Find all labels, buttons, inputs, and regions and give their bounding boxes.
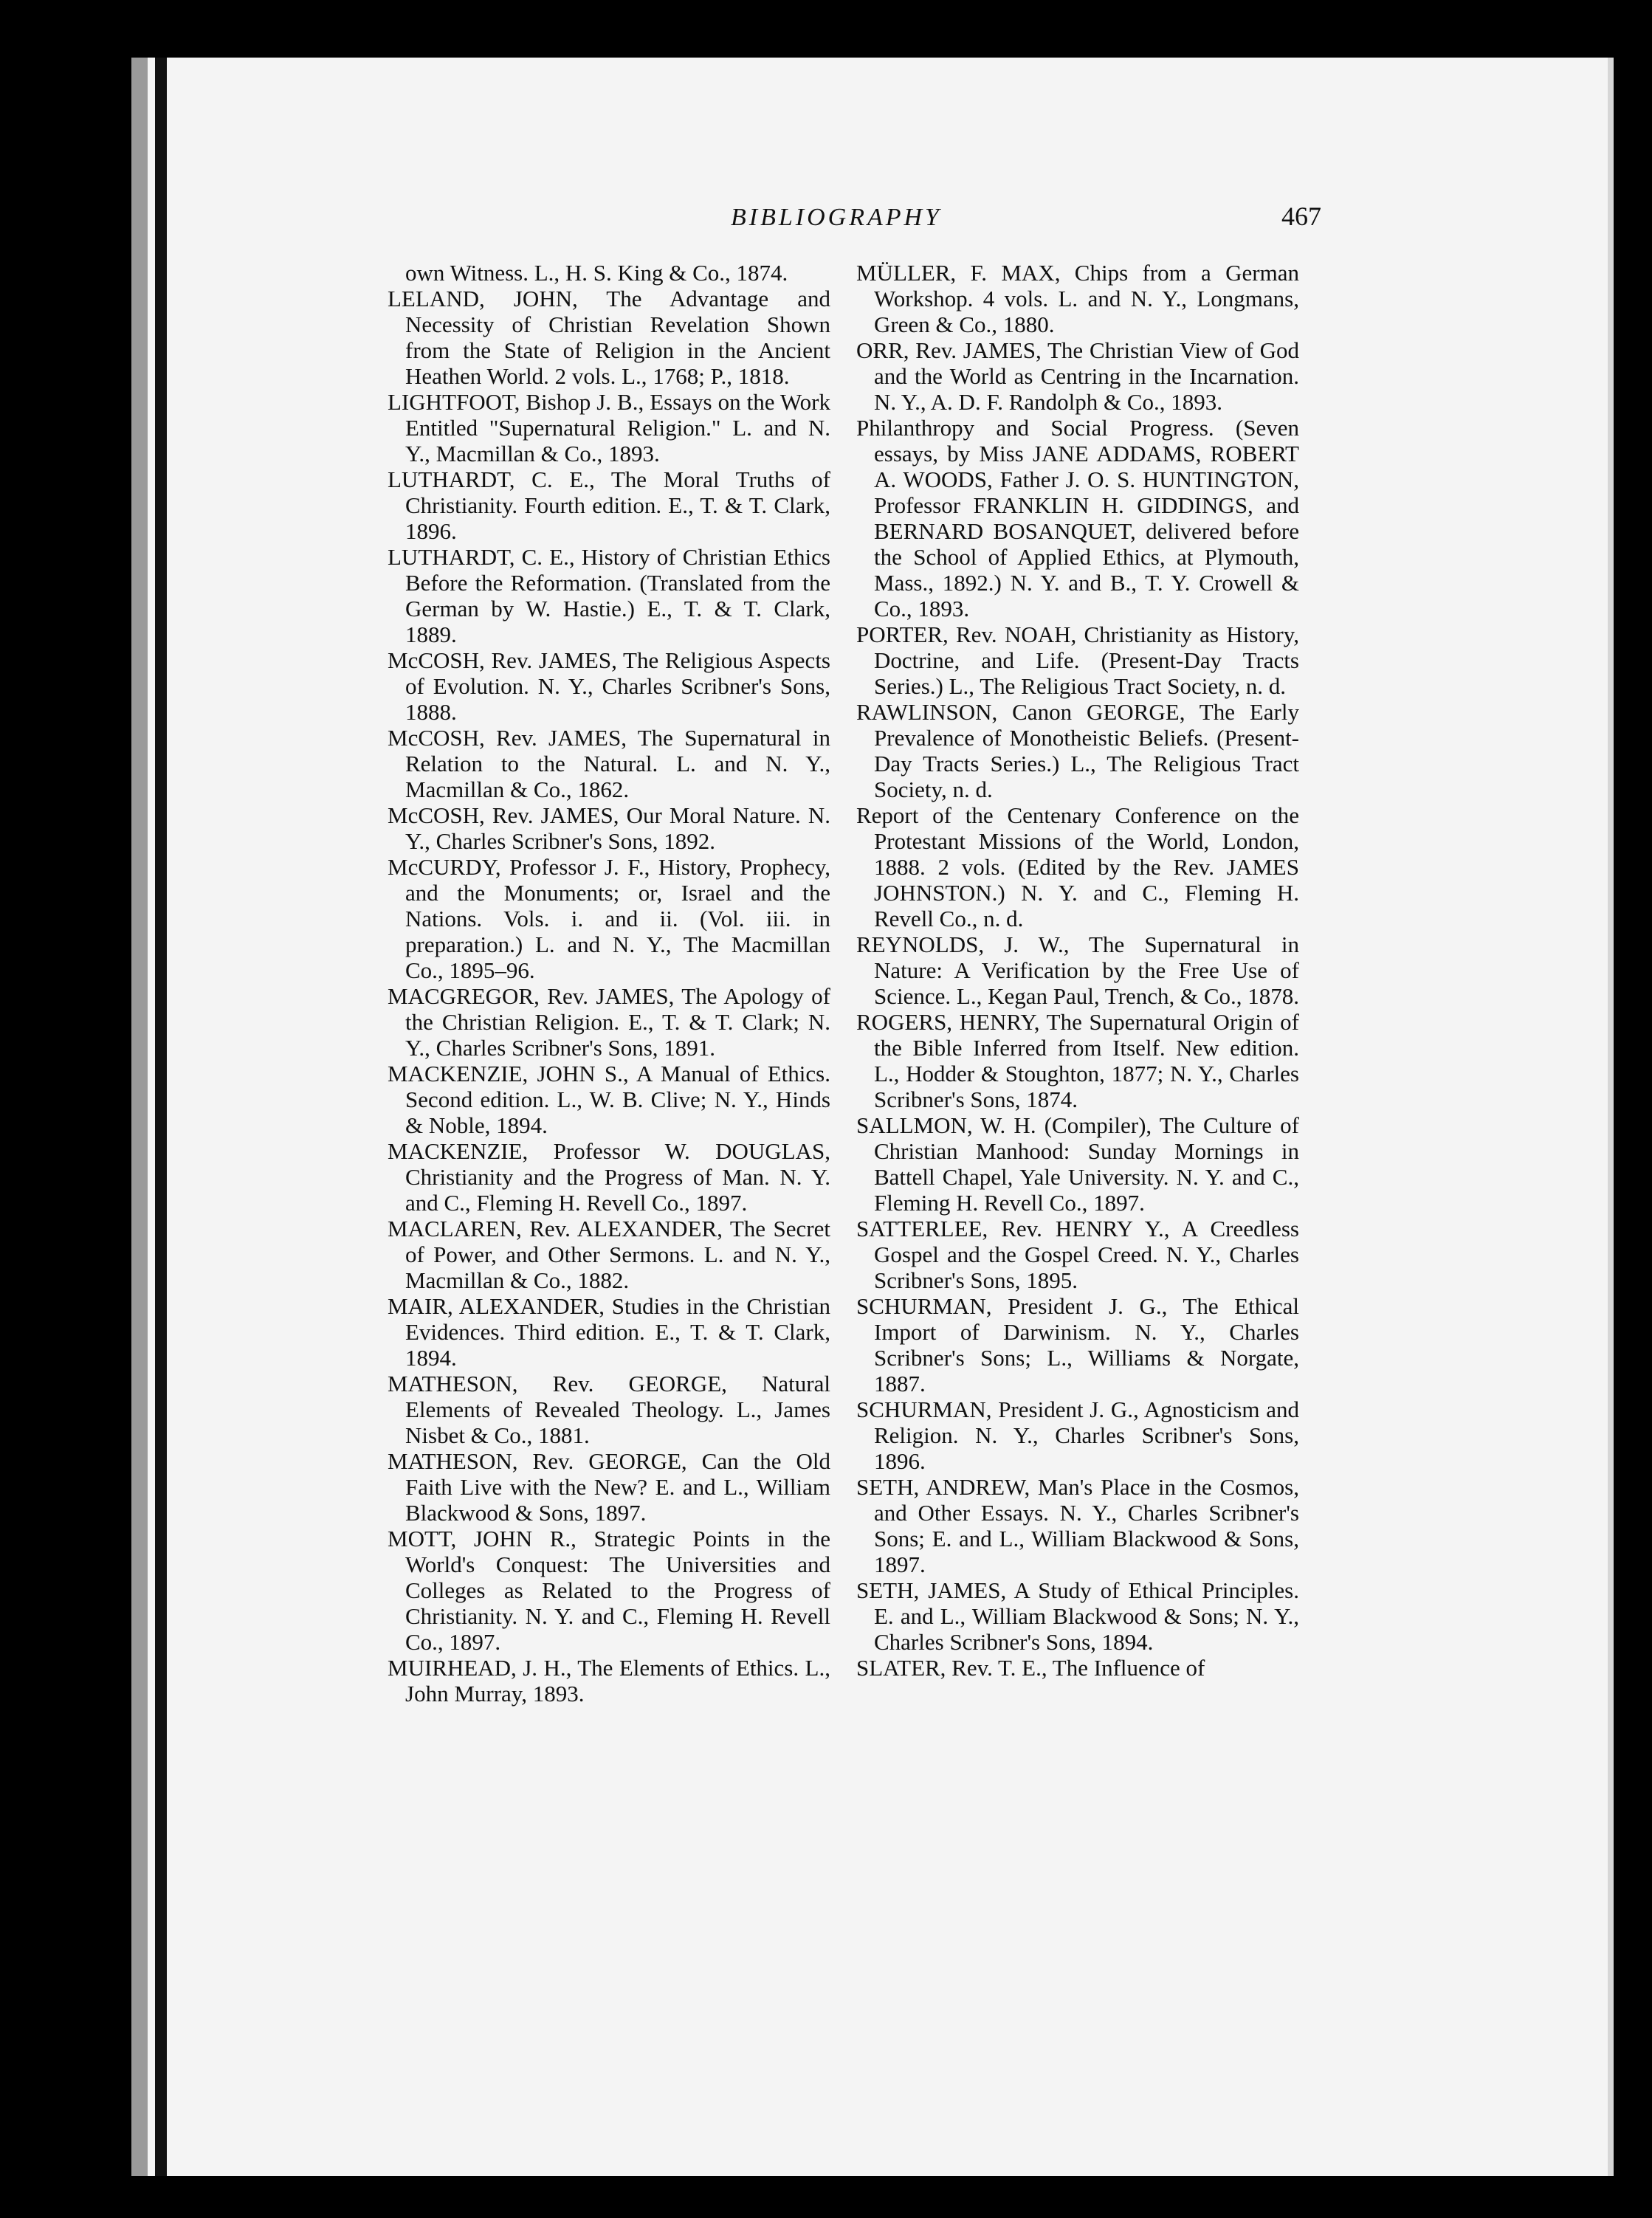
bibliography-entry: ORR, Rev. JAMES, The Christian View of God and the World as Centring in the Incarnation. N. Y., A. D. F. Randolph & Co., 1893. <box>856 337 1299 415</box>
page-number: 467 <box>1281 202 1321 231</box>
page-binding-edge <box>131 58 148 2176</box>
bibliography-right-column <box>856 260 1299 1681</box>
bibliography-entry: LUTHARDT, C. E., The Moral Truths of Christianity. Fourth edition. E., T. & T. Clark, 1896. <box>388 466 830 544</box>
bibliography-entry: SCHURMAN, President J. G., Agnosticism and Religion. N. Y., Charles Scribner's Sons, 1896. <box>856 1396 1299 1474</box>
bibliography-entry: Report of the Centenary Conference on the Protestant Missions of the World, London, 1888. 2 vols. (Edited by the Rev. JAMES JOHNSTON.) N. Y. and C., Fleming H. Revell Co., n. d. <box>856 802 1299 931</box>
bibliography-entry: ROGERS, HENRY, The Supernatural Origin of the Bible Inferred from Itself. New edition. L., Hodder & Stoughton, 1877; N. Y., Charles Scribner's Sons, 1874. <box>856 1009 1299 1112</box>
bibliography-entry: SCHURMAN, President J. G., The Ethical Import of Darwinism. N. Y., Charles Scribner's Sons; L., Williams & Norgate, 1887. <box>856 1293 1299 1396</box>
bibliography-entry: PORTER, Rev. NOAH, Christianity as History, Doctrine, and Life. (Present-Day Tracts Series.) L., The Religious Tract Society, n. d. <box>856 621 1299 699</box>
bibliography-entry: REYNOLDS, J. W., The Supernatural in Nature: A Verification by the Free Use of Science. L., Kegan Paul, Trench, & Co., 1878. <box>856 931 1300 1009</box>
bibliography-entry: SLATER, Rev. T. E., The Influence of <box>856 1655 1205 1681</box>
bibliography-entry: SETH, JAMES, A Study of Ethical Principles. E. and L., William Blackwood & Sons; N. Y., Charles Scribner's Sons, 1894. <box>856 1577 1299 1655</box>
bibliography-entry: LUTHARDT, C. E., History of Christian Ethics Before the Reformation. (Translated from the German by W. Hastie.) E., T. & T. Clark, 1889. <box>388 544 830 647</box>
bibliography-entry: MUIRHEAD, J. H., The Elements of Ethics. L., John Murray, 1893. <box>388 1655 830 1706</box>
page-header <box>362 198 1321 242</box>
bibliography-entry: MÜLLER, F. MAX, Chips from a German Workshop. 4 vols. L. and N. Y., Longmans, Green & Co., 1880. <box>856 260 1299 337</box>
bibliography-entry: McCOSH, Rev. JAMES, The Religious Aspects of Evolution. N. Y., Charles Scribner's Sons, 1888. <box>388 647 830 725</box>
bibliography-entry: RAWLINSON, Canon GEORGE, The Early Prevalence of Monotheistic Beliefs. (Present-Day Tracts Series.) L., The Religious Tract Society, n. d. <box>856 699 1299 802</box>
bibliography-entry: SATTERLEE, Rev. HENRY Y., A Creedless Gospel and the Gospel Creed. N. Y., Charles Scribner's Sons, 1895. <box>856 1216 1299 1293</box>
bibliography-entry: MAIR, ALEXANDER, Studies in the Christian Evidences. Third edition. E., T. & T. Clark, 1894. <box>388 1293 830 1371</box>
bibliography-entry: SETH, ANDREW, Man's Place in the Cosmos, and Other Essays. N. Y., Charles Scribner's Sons; E. and L., William Blackwood & Sons, 1897. <box>856 1474 1299 1577</box>
bibliography-entry: Philanthropy and Social Progress. (Seven essays, by Miss JANE ADDAMS, ROBERT A. WOODS, Father J. O. S. HUNTINGTON, Professor FRANKLIN H. GIDDINGS, and BERNARD BOSANQUET, delivered before the School of Applied Ethics, at Plymouth, Mass., 1892.) N. Y. and B., T. Y. Crowell & Co., 1893. <box>856 415 1299 621</box>
bibliography-entry: McCURDY, Professor J. F., History, Prophecy, and the Monuments; or, Israel and the Nations. Vols. i. and ii. (Vol. iii. in preparation.) L. and N. Y., The Macmillan Co., 1895–96. <box>388 854 830 983</box>
bibliography-entry: MACKENZIE, Professor W. DOUGLAS, Christianity and the Progress of Man. N. Y. and C., Fleming H. Revell Co., 1897. <box>388 1138 830 1216</box>
page-right-edge <box>1608 58 1614 2176</box>
bibliography-entry: LELAND, JOHN, The Advantage and Necessity of Christian Revelation Shown from the State of Religion in the Ancient Heathen World. 2 vols. L., 1768; P., 1818. <box>388 286 830 389</box>
bibliography-entry: MACGREGOR, Rev. JAMES, The Apology of the Christian Religion. E., T. & T. Clark; N. Y., Charles Scribner's Sons, 1891. <box>388 983 830 1061</box>
bibliography-entry: MACLAREN, Rev. ALEXANDER, The Secret of Power, and Other Sermons. L. and N. Y., Macmillan & Co., 1882. <box>388 1216 830 1293</box>
bibliography-entry: MACKENZIE, JOHN S., A Manual of Ethics. Second edition. L., W. B. Clive; N. Y., Hinds & Noble, 1894. <box>388 1061 830 1138</box>
bibliography-entry: LIGHTFOOT, Bishop J. B., Essays on the Work Entitled "Supernatural Religion." L. and N. Y., Macmillan & Co., 1893. <box>388 389 830 466</box>
bibliography-entry: McCOSH, Rev. JAMES, Our Moral Nature. N. Y., Charles Scribner's Sons, 1892. <box>388 802 830 854</box>
bibliography-entry: own Witness. L., H. S. King & Co., 1874. <box>405 260 788 286</box>
bibliography-entry: MATHESON, Rev. GEORGE, Can the Old Faith Live with the New? E. and L., William Blackwood & Sons, 1897. <box>388 1448 830 1526</box>
bibliography-left-column <box>388 260 830 1706</box>
running-title: BIBLIOGRAPHY <box>731 204 942 231</box>
bibliography-entry: MATHESON, Rev. GEORGE, Natural Elements of Revealed Theology. L., James Nisbet & Co., 1881. <box>388 1371 830 1448</box>
page-gutter-shadow <box>155 58 167 2176</box>
bibliography-entry: MOTT, JOHN R., Strategic Points in the World's Conquest: The Universities and Colleges as Related to the Progress of Christianity. N. Y. and C., Fleming H. Revell Co., 1897. <box>388 1526 830 1655</box>
bibliography-entry: McCOSH, Rev. JAMES, The Supernatural in Relation to the Natural. L. and N. Y., Macmillan & Co., 1862. <box>388 725 830 802</box>
bibliography-entry: SALLMON, W. H. (Compiler), The Culture of Christian Manhood: Sunday Mornings in Battell Chapel, Yale University. N. Y. and C., Fleming H. Revell Co., 1897. <box>856 1112 1299 1216</box>
